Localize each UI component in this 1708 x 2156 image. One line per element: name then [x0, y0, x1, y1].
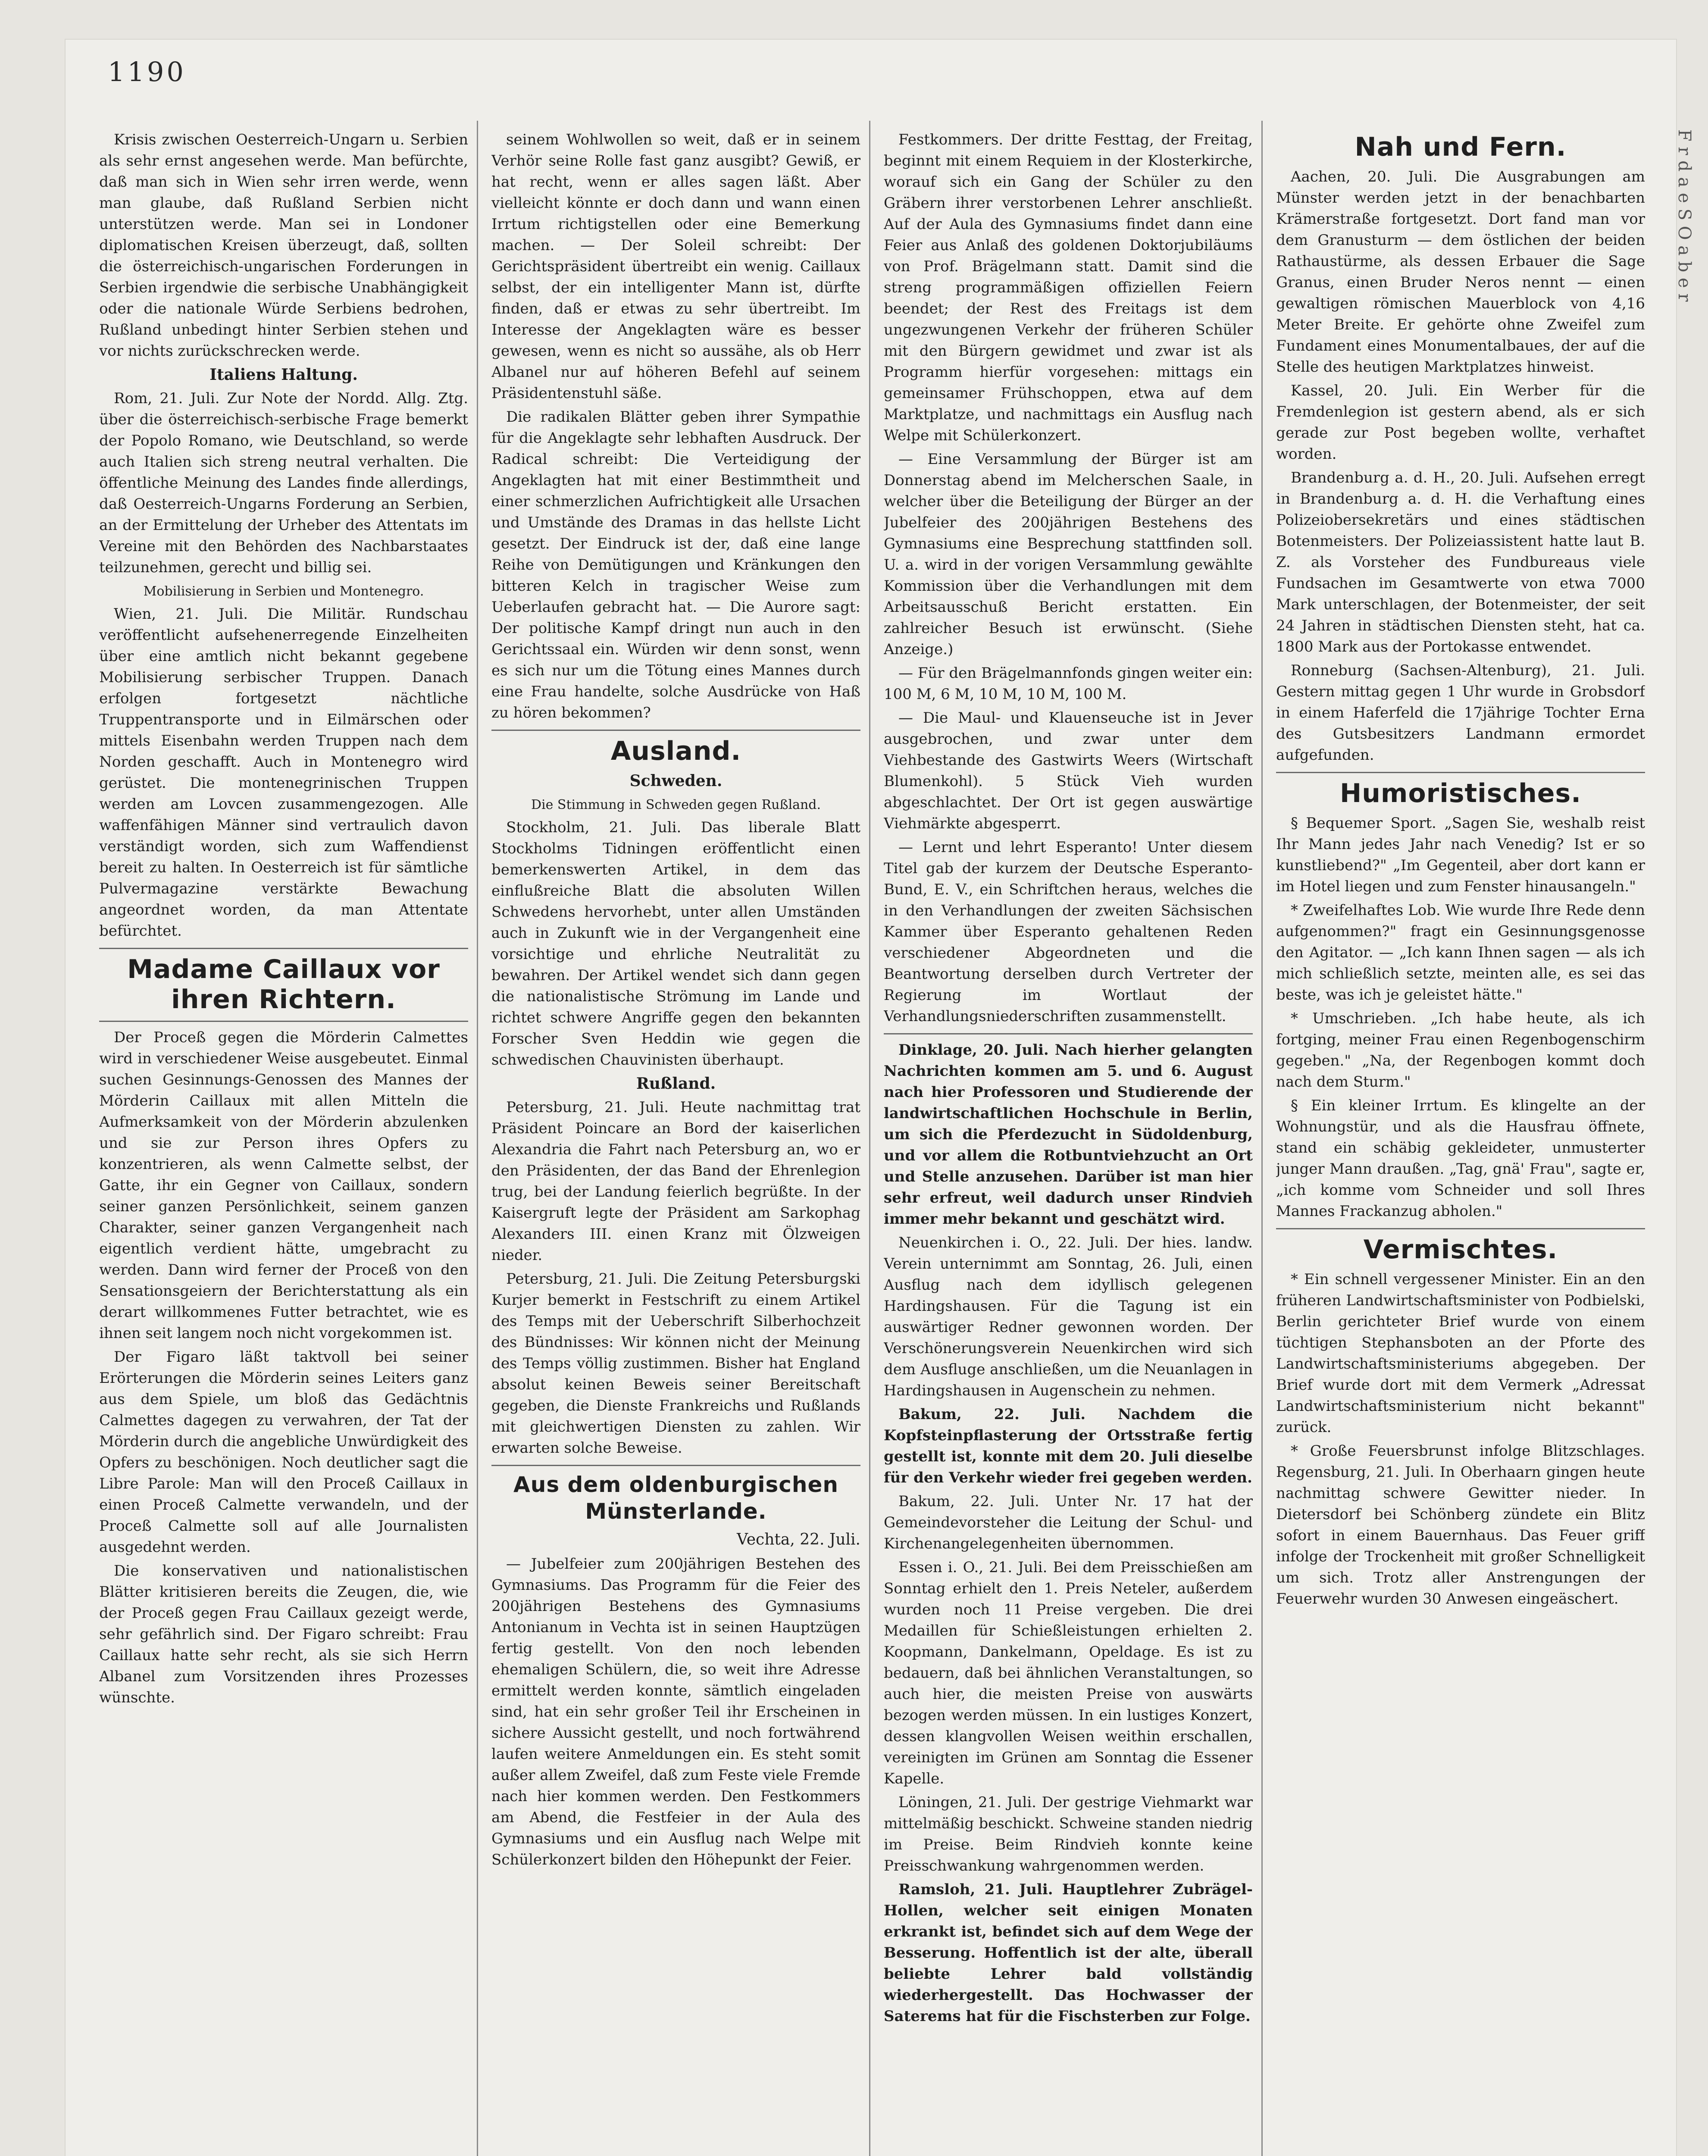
paragraph: § Bequemer Sport. „Sagen Sie, weshalb reist Ihr Mann jedes Jahr nach Venedig? Ist er so kunstliebend?" „Im Gegenteil, aber dort kann er im Hotel liegen und zum Fenster hinausangeln."	[1276, 815, 1645, 895]
paragraph: — Für den Brägelmannfonds gingen weiter ein: 100 M, 6 M, 10 M, 10 M, 100 M.	[884, 664, 1253, 703]
adjacent-page-edge: F r d a e S O a b e r	[1674, 129, 1694, 302]
column-3	[884, 129, 1253, 2156]
section-headline: Vermischtes.	[1363, 1235, 1558, 1265]
paragraph: Der Figaro läßt taktvoll bei seiner Erörterungen die Mörderin seines Leiters ganz aus dem Spiele, um bloß das Gedächtnis Calmettes dagegen zu verwahren, der Tat der Mörderin durch die angebliche Unwürdigkeit des Opfers zu beschönigen. Noch deutlicher sagt die Libre Parole: Man will den Proceß Caillaux in einen Proceß Calmette verwandeln, und der Proceß Calmette soll auf alle Journalisten ausgedehnt werden.	[99, 1348, 468, 1556]
paragraph: Krisis zwischen Oesterreich-Ungarn u. Serbien als sehr ernst angesehen werde. Man befürchte, daß man sich in Wien sehr irren werde, wenn man glaube, daß Rußland Serbien nicht unterstützen werde. Man sei in Londoner diplomatischen Kreisen überzeugt, daß, sollten die österreichisch-ungarischen Forderungen in Serbien irgendwie die serbische Unabhängigkeit oder die nationale Würde Serbiens bedrohen, Rußland unbedingt hinter Serbien stehen und vor nichts zurückschrecken werde.	[99, 131, 468, 360]
section-headline: Humoristisches.	[1340, 778, 1581, 808]
column-divider	[477, 121, 478, 2156]
paragraph: * Zweifelhaftes Lob. Wie wurde Ihre Rede denn aufgenommen?" fragt ein Gesinnungsgenosse den Agitator. — „Ich kann Ihnen sagen — als ich mich schließlich setzte, meinten alle, es sei das beste, was ich je geleistet hätte."	[1276, 902, 1645, 1003]
paragraph: Ronneburg (Sachsen-Altenburg), 21. Juli. Gestern mittag gegen 1 Uhr wurde in Grobsdorf in einem Haferfeld die 17jährige Tochter Erna des Gutsbesitzers Landmann ermordet aufgefunden.	[1276, 662, 1645, 764]
paragraph: Aachen, 20. Juli. Die Ausgrabungen am Münster werden jetzt in der benachbarten Krämerstraße fortgesetzt. Dort fand man vor dem Granusturm — dem östlichen der beiden Rathaustürme, als dessen Erbauer die Sage Granus, einen Bruder Neros nennt — einen gewaltigen römischen Mauerblock von 4,16 Meter Breite. Er gehörte ohne Zweifel zum Fundament eines Monumentalbaues, der auf die Stelle des heutigen Marktplatzes hinweist.	[1276, 168, 1645, 376]
paragraph: — Jubelfeier zum 200jährigen Bestehen des Gymnasiums. Das Programm für die Feier des 200jährigen Bestehens des Gymnasiums Antonianum in Vechta ist in seinen Hauptzügen fertig gestellt. Von den noch lebenden ehemaligen Schülern, die, so weit ihre Adresse ermittelt werden konnte, sämtlich eingeladen sind, hat ein sehr großer Teil ihr Erscheinen in sichere Aussicht gestellt, und noch fortwährend laufen weitere Anmeldungen ein. Es steht somit außer allem Zweifel, daß zum Feste viele Fremde nach hier kommen werden. Den Festkommers am Abend, die Festfeier in der Aula des Gymnasiums und ein Ausflug nach Welpe mit Schülerkonzert bilden den Höhepunkt der Feier.	[491, 1555, 860, 1868]
section-heading: Rußland.	[636, 1075, 716, 1093]
divider	[491, 730, 860, 731]
dateline: Vechta, 22. Juli.	[737, 1531, 860, 1548]
paragraph: Brandenburg a. d. H., 20. Juli. Aufsehen erregt in Brandenburg a. d. H. die Verhaftung eines Polizeiobersekretärs und eines städtischen Botenmeisters. Der Polizeiassistent hatte laut B. Z. als Vorsteher des Fundbureaus viele Fundsachen im Gesamtwerte von etwa 7000 Mark unterschlagen, der Botenmeister, der seit 24 Jahren in städtischen Diensten steht, hat ca. 1800 Mark aus der Portokasse entwendet.	[1276, 469, 1645, 655]
paragraph: Wien, 21. Juli. Die Militär. Rundschau veröffentlicht aufsehenerregende Einzelheiten über eine amtlich nicht bekannt gegebene Mobilisierung serbischer Truppen. Danach erfolgen fortgesetzt nächtliche Truppentransporte und in Eilmärschen oder mittels Eisenbahn werden Truppen nach dem Norden geschafft. Auch in Montenegro wird gerüstet. Die montenegrinischen Truppen werden am Lovcen zusammengezogen. Alle waffenfähigen Männer sind vertraulich davon verständigt worden, sich zum Waffendienst bereit zu halten. In Oesterreich ist für sämtliche Pulvermagazine verstärkte Bewachung angeordnet worden, da man Attentate befürchtet.	[99, 605, 468, 940]
section-headline: Aus dem oldenburgischen Münsterlande.	[513, 1472, 838, 1524]
paragraph: Die konservativen und nationalistischen Blätter kritisieren bereits die Zeugen, die, wie der Proceß gegen Frau Caillaux gezeigt werde, sehr gefährlich sind. Der Figaro schreibt: Frau Caillaux hatte sehr recht, als sie sich Herrn Albanel zum Vorsitzenden ihres Prozesses wünschte.	[99, 1562, 468, 1706]
paragraph: * Umschrieben. „Ich habe heute, als ich fortging, meiner Frau einen Regenbogenschirm gegeben." „Na, der Regenbogen kommt doch nach dem Sturm."	[1276, 1010, 1645, 1091]
paragraph: Petersburg, 21. Juli. Heute nachmittag trat Präsident Poincare an Bord der kaiserlichen Alexandria die Fahrt nach Petersburg an, wo er den Präsidenten, der das Band der Ehrenlegion trug, bei der Landung feierlich begrüßte. In der Kaisergruft legte der Präsident am Sarkophag Alexanders III. einen Kranz mit Ölzweigen nieder.	[491, 1099, 860, 1264]
paragraph: Die radikalen Blätter geben ihrer Sympathie für die Angeklagte sehr lebhaften Ausdruck. Der Radical schreibt: Die Verteidigung der Angeklagten hat mit einer Bestimmtheit und einer schmerzlichen Aufrichtigkeit alle Ursachen und Umstände des Dramas in das hellste Licht gesetzt. Der Eindruck ist der, daß eine lange Reihe von Demütigungen und Kränkungen den bitteren Kelch in tragischer Weise zum Ueberlaufen gebracht hat. — Die Aurore sagt: Der politische Kampf dringt nun auch in den Gerichtssaal ein. Würden wir denn sonst, wenn es sich nur um die Tötung eines Mannes durch eine Frau handelte, solche Ausdrücke von Haß zu hören bekommen?	[491, 408, 860, 721]
paragraph: * Große Feuersbrunst infolge Blitzschlages. Regensburg, 21. Juli. In Oberhaarn gingen heute nachmittag schwere Gewitter nieder. In Dietersdorf bei Schönberg zündete ein Blitz sofort in einem Bauernhaus. Das Feuer griff infolge der Trockenheit mit großer Schnelligkeit um sich. Trotz aller Anstrengungen der Feuerwehr wurden 30 Anwesen eingeäschert.	[1276, 1442, 1645, 1608]
divider	[1276, 1228, 1645, 1229]
paragraph: Festkommers. Der dritte Festtag, der Freitag, beginnt mit einem Requiem in der Klosterkirche, worauf sich ein Gang der Schüler zu den Gräbern ihrer verstorbenen Lehrer anschließt. Auf der Aula des Gymnasiums findet dann eine Feier aus Anlaß des goldenen Doktorjubiläums von Prof. Brägelmann statt. Damit sind die streng programmäßigen offiziellen Feiern beendet; der Rest des Freitags ist dem ungezwungenen Verkehr der früheren Schüler mit den Bürgern gewidmet und zwar ist als Programm hierfür vorgesehen: mittags ein gemeinsamer Frühschoppen, etwa auf dem Marktplatze, und nachmittags ein Ausflug nach Welpe mit Schülerkonzert.	[884, 131, 1253, 444]
column-2	[491, 129, 860, 2156]
section-heading: Mobilisierung in Serbien und Montenegro.	[143, 584, 424, 599]
paragraph: Ramsloh, 21. Juli. Hauptlehrer Zubrägel-Hollen, welcher seit einigen Monaten erkrankt ist, befindet sich auf dem Wege der Besserung. Hoffentlich ist der alte, überall beliebte Lehrer bald vollständig wiederhergestellt. Das Hochwasser der Saterems hat für die Fischsterben zur Folge.	[884, 1881, 1253, 2025]
newspaper-page	[65, 39, 1677, 2156]
paragraph: Kassel, 20. Juli. Ein Werber für die Fremdenlegion ist gestern abend, als er sich gerade zur Post begeben wollte, verhaftet worden.	[1276, 382, 1645, 463]
section-heading: Schweden.	[629, 772, 723, 790]
paragraph: Essen i. O., 21. Juli. Bei dem Preisschießen am Sonntag erhielt den 1. Preis Neteler, außerdem wurden noch 11 Preise vergeben. Die drei Medaillen für Schießleistungen erhielten 2. Koopmann, Dankelmann, Opeldage. Es ist zu bedauern, daß bei ähnlichen Veranstaltungen, so auch hier, die meisten Preise von auswärts bezogen werden müssen. In ein lustiges Konzert, dessen klangvollen Weisen weithin erschallen, vereinigten im Grünen am Sonntag die Essener Kapelle.	[884, 1559, 1253, 1787]
paragraph: Dinklage, 20. Juli. Nach hierher gelangten Nachrichten kommen am 5. und 6. August nach hier Professoren und Studierende der landwirtschaftlichen Hochschule in Berlin, um sich die Pferdezucht in Südoldenburg, und vor allem die Rotbuntviehzucht an Ort und Stelle anzusehen. Darüber ist man hier sehr erfreut, weil dadurch unser Rindvieh immer mehr bekannt und geschätzt wird.	[884, 1041, 1253, 1228]
page-number: 1190	[108, 56, 186, 88]
section-heading: Italiens Haltung.	[210, 366, 358, 384]
paragraph: Der Proceß gegen die Mörderin Calmettes wird in verschiedener Weise ausgebeutet. Einmal suchen Gesinnungs-Genossen des Mannes der Mörderin Caillaux mit allen Mitteln die Aufmerksamkeit von der Mörderin abzulenken und sie zur Person ihres Opfers zu konzentrieren, als wenn Calmette selbst, der Gatte, ihr ein Gegner von Caillaux, sondern seiner ganzen Persönlichkeit, seinem ganzen Charakter, seiner ganzen Vergangenheit nach eigentlich verdient hätte, umgebracht zu werden. Dann wird ferner der Proceß von den Sensationsgeiern der Berichterstattung als ein derart willkommenes Futter betrachtet, wie es ihnen seit langem noch nicht vorgekommen ist.	[99, 1029, 468, 1342]
paragraph: — Eine Versammlung der Bürger ist am Donnerstag abend im Melcherschen Saale, in welcher über die Beteiligung der Bürger an der Jubelfeier des 200jährigen Bestehens des Gymnasiums eine Besprechung stattfinden soll. U. a. wird in der vorigen Versammlung gewählte Kommission über die Verhandlungen mit dem Arbeitsausschuß Bericht erstatten. Ein zahlreicher Besuch ist erwünscht. (Siehe Anzeige.)	[884, 451, 1253, 658]
divider	[99, 1021, 468, 1022]
column-divider	[1261, 121, 1263, 2156]
divider	[99, 948, 468, 949]
divider	[491, 1465, 860, 1466]
section-headline: Ausland.	[610, 736, 741, 766]
column-1	[99, 129, 468, 2156]
paragraph: Neuenkirchen i. O., 22. Juli. Der hies. landw. Verein unternimmt am Sonntag, 26. Juli, einen Ausflug nach dem idyllisch gelegenen Hardingshausen. Für die Tagung ist ein auswärtiger Redner gewonnen worden. Der Verschönerungsverein Neuenkirchen wird sich dem Ausfluge anschließen, um die Neuanlagen in Hardingshausen in Augenschein zu nehmen.	[884, 1234, 1253, 1399]
paragraph: seinem Wohlwollen so weit, daß er in seinem Verhör seine Rolle fast ganz ausgibt? Gewiß, er hat recht, wenn er alles sagen läßt. Aber vielleicht könnte er doch dann und wann einen Irrtum richtigstellen oder eine Bemerkung machen. — Der Soleil schreibt: Der Gerichtspräsident übertreibt ein wenig. Caillaux selbst, der ein intelligenter Mann ist, dürfte finden, daß er etwas zu sehr übertreibt. Im Interesse der Angeklagten wäre es besser gewesen, wenn es nicht so aussähe, als ob Herr Albanel nur auf höheren Befehl auf seinem Präsidentenstuhl säße.	[491, 131, 860, 402]
paragraph: Bakum, 22. Juli. Nachdem die Kopfsteinpflasterung der Ortsstraße fertig gestellt ist, konnte mit dem 20. Juli dieselbe für den Verkehr wieder frei gegeben werden.	[884, 1406, 1253, 1486]
paragraph: § Ein kleiner Irrtum. Es klingelte an der Wohnungstür, und als die Hausfrau öffnete, stand ein schäbig gekleideter, unmusterter junger Mann draußen. „Tag, gnä' Frau", sagte er, „ich komme vom Schneider und soll Ihres Mannes Frackanzug abholen."	[1276, 1097, 1645, 1220]
paragraph: — Lernt und lehrt Esperanto! Unter diesem Titel gab der kurzem der Deutsche Esperanto-Bund, E. V., ein Schriftchen heraus, welches die in den Verhandlungen der zweiten Sächsischen Kammer über Esperanto gehaltenen Reden verschiedener Abgeordneten und die Beantwortung derselben durch Vertreter der Regierung im Wortlaut der Verhandlungsniederschriften zusammenstellt.	[884, 839, 1253, 1025]
divider	[1276, 772, 1645, 773]
paragraph: Petersburg, 21. Juli. Die Zeitung Petersburgski Kurjer bemerkt in Festschrift zu einem Artikel des Temps mit der Ueberschrift Silberhochzeit des Bündnisses: Wir können nicht der Meinung des Temps völlig zustimmen. Bisher hat England absolut keinen Beweis seiner Bereitschaft gegeben, die Dienste Frankreichs und Rußlands mit gleichwertigen Diensten zu zahlen. Wir erwarten solche Beweise.	[491, 1270, 860, 1457]
section-subheading: Die Stimmung in Schweden gegen Rußland.	[531, 797, 821, 812]
column-divider	[869, 121, 870, 2156]
column-4	[1276, 129, 1645, 2156]
paragraph: — Die Maul- und Klauenseuche ist in Jever ausgebrochen, und zwar unter dem Viehbestande des Gastwirts Weers (Wirtschaft Blumenkohl). 5 Stück Vieh wurden abgeschlachtet. Der Ort ist gegen auswärtige Viehmärkte abgesperrt.	[884, 709, 1253, 832]
paragraph: Rom, 21. Juli. Zur Note der Nordd. Allg. Ztg. über die österreichisch-serbische Frage bemerkt der Popolo Romano, wie Deutschland, so werde auch Italien sich streng neutral verhalten. Die öffentliche Meinung des Landes finde allerdings, daß Oesterreich-Ungarns Forderung an Serbien, an der Ermittelung der Urheber des Attentats im Vereine mit den Behörden des Nachbarstaates teilzunehmen, gerecht und billig sei.	[99, 390, 468, 576]
section-headline: Nah und Fern.	[1355, 132, 1567, 162]
paragraph: Bakum, 22. Juli. Unter Nr. 17 hat der Gemeindevorsteher die Leitung der Schul- und Kirchenangelegenheiten übernommen.	[884, 1493, 1253, 1552]
article-headline: Madame Caillaux vor ihren Richtern.	[127, 954, 440, 1015]
paragraph: * Ein schnell vergessener Minister. Ein an den früheren Landwirtschaftsminister von Podbielski, Berlin gerichteter Brief wurde von einem tüchtigen Stephansboten an der Pforte des Landwirtschaftsministeriums abgegeben. Der Brief wurde dort mit dem Vermerk „Adressat Landwirtschaftsministerium nicht bekannt" zurück.	[1276, 1271, 1645, 1436]
paragraph: Löningen, 21. Juli. Der gestrige Viehmarkt war mittelmäßig beschickt. Schweine standen niedrig im Preise. Beim Rindvieh konnte keine Preisschwankung wahrgenommen werden.	[884, 1794, 1253, 1874]
paragraph: Stockholm, 21. Juli. Das liberale Blatt Stockholms Tidningen eröffentlicht einen bemerkenswerten Artikel, in dem das einflußreiche Blatt die absoluten Willen Schwedens hervorhebt, unter allen Umständen auch in Zukunft wie in der Vergangenheit eine vorsichtige und ehrliche Neutralität zu bewahren. Der Artikel wendet sich dann gegen die nationalistische Strömung im Lande und richtet schwere Angriffe gegen den bekannten Forscher Sven Heddin wie gegen die schwedischen Chauvinisten überhaupt.	[491, 819, 860, 1069]
divider	[884, 1033, 1253, 1034]
